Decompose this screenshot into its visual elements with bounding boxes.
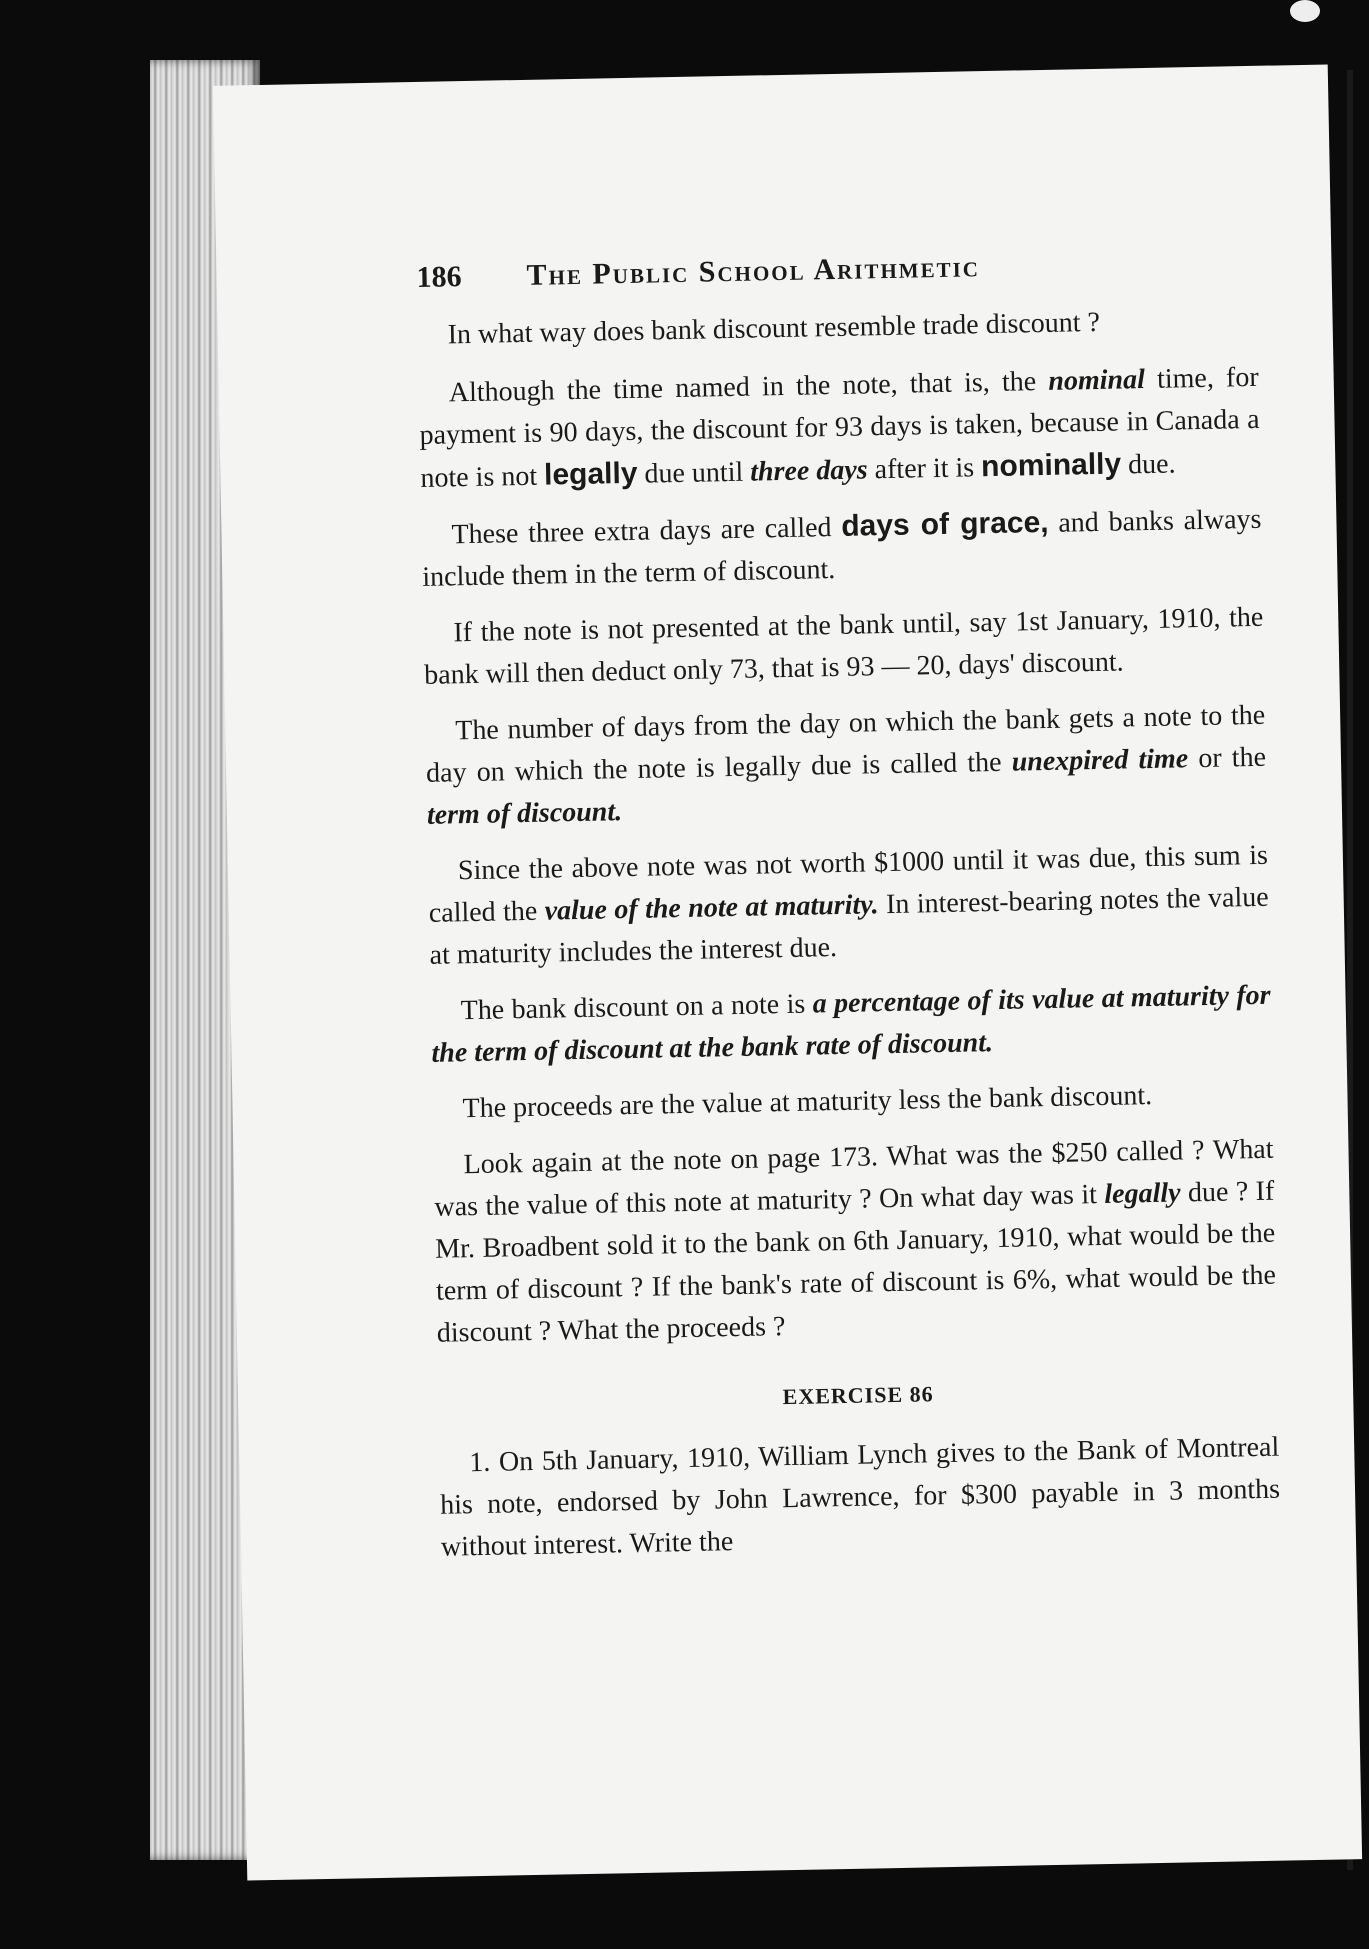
paragraph-proceeds: The proceeds are the value at maturity less the bank discount.	[462, 1080, 1153, 1125]
paragraph-review-questions: Look again at the note on page 173. What was the $250 called ? What was the value of this note at maturity ? On what day was it legally due ? If Mr. Broadbent sold it to the bank on 6th January, 1910, what would be the term of discount ? If the bank's rate of discount is 6%, what would be the discount ? What the proceeds ?	[434, 1133, 1277, 1349]
paragraph-days-of-grace: These three extra days are called days of grace, and banks always include them in the term of discount.	[422, 503, 1262, 593]
book-page	[213, 64, 1362, 1880]
page-text	[416, 241, 1281, 1583]
paragraph-nominal-time: Although the time named in the note, that is, the nominal time, for payment is 90 days, the discount for 93 days is taken, because in Canada a note is not legally due until three days after it is nominally due.	[419, 361, 1260, 494]
paragraph-bank-discount-definition: The bank discount on a note is a percentage of its value at maturity for the term of discount at the bank rate of discount.	[431, 979, 1271, 1069]
paragraph-presentation: If the note is not presented at the bank until, say 1st January, 1910, the bank will then deduct only 73, that is 93 — 20, days' discount.	[423, 601, 1264, 691]
paragraph-unexpired-time: The number of days from the day on which the bank gets a note to the day on which the note is legally due is called the unexpired time or the term of discount.	[425, 699, 1267, 831]
question-paragraph: In what way does bank discount resemble trade discount ?	[447, 306, 1101, 351]
exercise-heading: EXERCISE 86	[782, 1381, 934, 1410]
page-number: 186	[416, 260, 462, 294]
paragraph-value-at-maturity: Since the above note was not worth $1000 until it was due, this sum is called the value of the note at maturity. In interest-bearing notes the value at maturity includes the interest due.	[428, 839, 1269, 971]
scan-speck	[1290, 0, 1320, 22]
exercise-item-1: 1. On 5th January, 1910, William Lynch gives to the Bank of Montreal his note, endorsed by John Lawrence, for $300 payable in 3 months without interest. Write the	[439, 1431, 1281, 1563]
running-title: The Public School Arithmetic	[526, 250, 981, 292]
page-header	[416, 241, 1257, 299]
